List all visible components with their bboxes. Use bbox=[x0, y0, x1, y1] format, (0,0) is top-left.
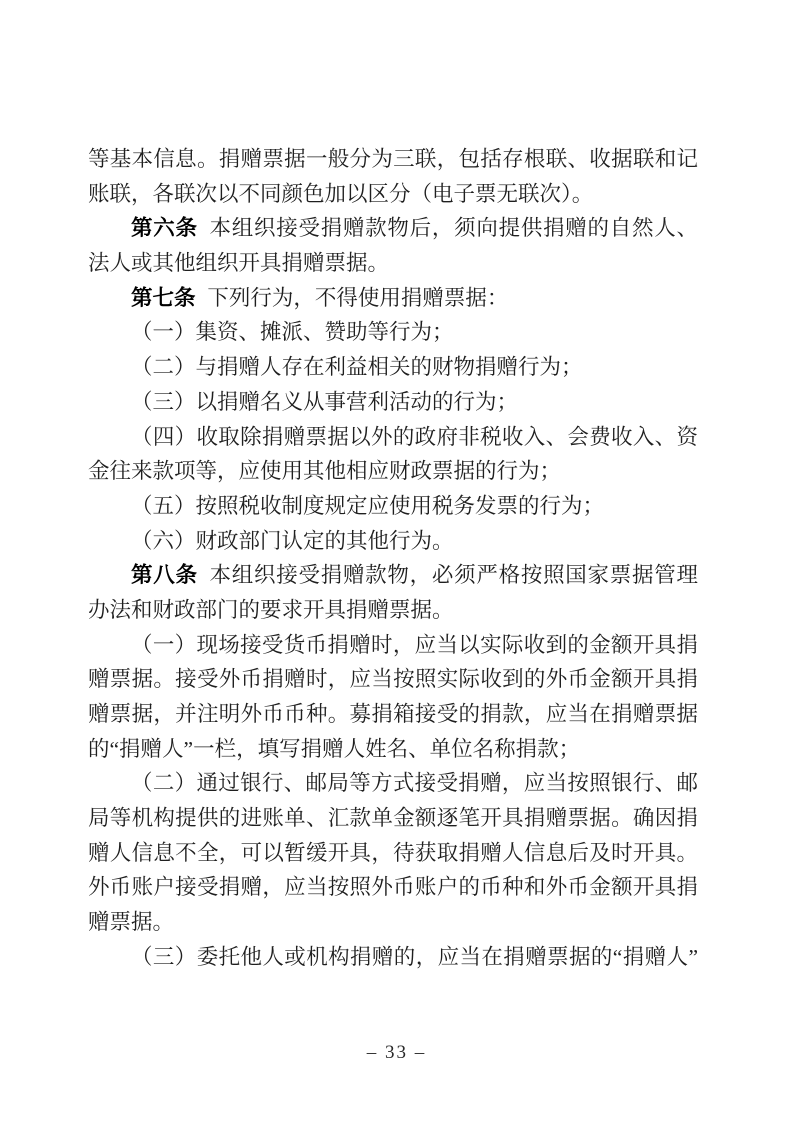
text-line bbox=[88, 732, 698, 767]
document-body bbox=[88, 142, 698, 975]
article-number: 第六条 bbox=[131, 216, 198, 241]
line-text: 下列行为，不得使用捐赠票据： bbox=[207, 285, 509, 310]
text-line bbox=[88, 211, 698, 246]
text-line bbox=[88, 385, 698, 420]
text-line bbox=[88, 836, 698, 871]
line-text: 的“捐赠人”一栏，填写捐赠人姓名、单位名称捐款； bbox=[88, 736, 581, 761]
text-line bbox=[88, 593, 698, 628]
line-text: 本组织接受捐赠款物，必须严格按照国家票据管理 bbox=[209, 563, 698, 588]
text-line bbox=[88, 454, 698, 489]
line-text: 赠票据。接受外币捐赠时，应当按照实际收到的外币金额开具捐 bbox=[88, 667, 698, 692]
text-line bbox=[88, 940, 698, 975]
text-line bbox=[88, 662, 698, 697]
text-line bbox=[88, 350, 698, 385]
article-number: 第八条 bbox=[131, 563, 198, 588]
text-line bbox=[88, 766, 698, 801]
text-line bbox=[88, 628, 698, 663]
line-text: 外币账户接受捐赠，应当按照外币账户的币种和外币金额开具捐 bbox=[88, 875, 698, 900]
text-line bbox=[88, 870, 698, 905]
text-line bbox=[88, 489, 698, 524]
line-text: 办法和财政部门的要求开具捐赠票据。 bbox=[88, 597, 454, 622]
line-text: 法人或其他组织开具捐赠票据。 bbox=[88, 251, 390, 276]
line-text: 局等机构提供的进账单、汇款单金额逐笔开具捐赠票据。确因捐 bbox=[88, 806, 698, 831]
text-line bbox=[88, 558, 698, 593]
line-text: （六）财政部门认定的其他行为。 bbox=[131, 528, 454, 553]
line-text: （二）通过银行、邮局等方式接受捐赠，应当按照银行、邮 bbox=[131, 771, 698, 796]
text-line bbox=[88, 315, 698, 350]
text-line bbox=[88, 281, 698, 316]
text-line bbox=[88, 905, 698, 940]
line-text: 赠票据。 bbox=[88, 910, 175, 935]
text-line bbox=[88, 524, 698, 559]
line-text: 账联，各联次以不同颜色加以区分（电子票无联次）。 bbox=[88, 181, 594, 206]
line-text: 赠人信息不全，可以暂缓开具，待获取捐赠人信息后及时开具。 bbox=[88, 840, 698, 865]
line-text: （五）按照税收制度规定应使用税务发票的行为； bbox=[131, 493, 605, 518]
line-text: （一）集资、摊派、赞助等行为； bbox=[131, 320, 454, 345]
page-number: – 33 – bbox=[366, 1042, 427, 1063]
text-line bbox=[88, 420, 698, 455]
line-text: 金往来款项等，应使用其他相应财政票据的行为； bbox=[88, 459, 562, 484]
text-line bbox=[88, 801, 698, 836]
text-line bbox=[88, 697, 698, 732]
text-line bbox=[88, 177, 698, 212]
line-text: （一）现场接受货币捐赠时，应当以实际收到的金额开具捐 bbox=[131, 632, 698, 657]
line-text: 本组织接受捐赠款物后，须向提供捐赠的自然人、 bbox=[209, 216, 698, 241]
line-text: 赠票据，并注明外币币种。募捐箱接受的捐款，应当在捐赠票据 bbox=[88, 702, 698, 726]
line-text: （三）以捐赠名义从事营利活动的行为； bbox=[131, 389, 519, 414]
line-text: 等基本信息。捐赠票据一般分为三联，包括存根联、收据联和记 bbox=[88, 147, 698, 171]
line-text: （二）与捐赠人存在利益相关的财物捐赠行为； bbox=[131, 355, 583, 380]
line-text: （三）委托他人或机构捐赠的，应当在捐赠票据的“捐赠人” bbox=[131, 944, 698, 969]
article-number: 第七条 bbox=[131, 285, 196, 310]
line-text: （四）收取除捐赠票据以外的政府非税收入、会费收入、资 bbox=[131, 424, 698, 449]
text-line bbox=[88, 142, 698, 177]
text-line bbox=[88, 246, 698, 281]
